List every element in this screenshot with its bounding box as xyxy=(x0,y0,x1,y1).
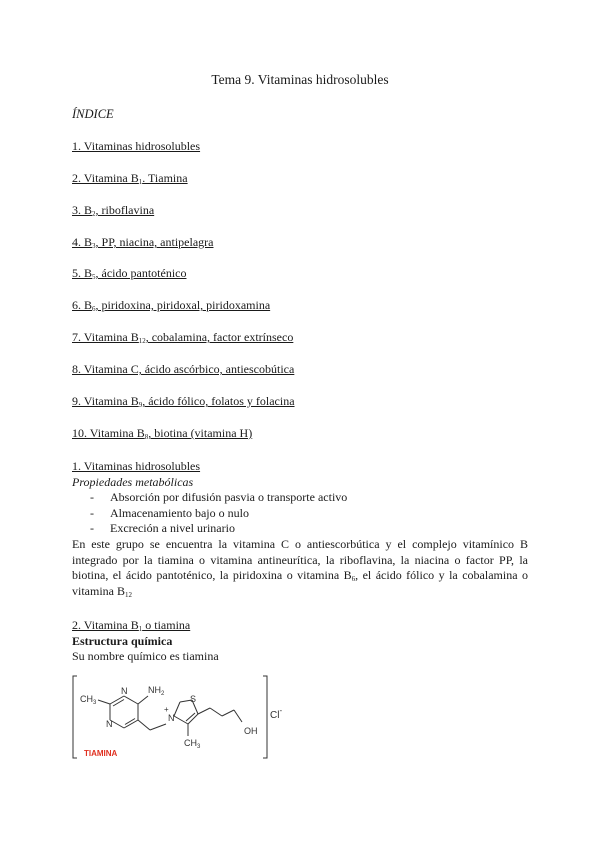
page-title: Tema 9. Vitaminas hidrosolubles xyxy=(211,72,389,87)
toc-item-5[interactable]: 5. $B_5$, ácido pantoténico xyxy=(72,266,187,281)
list-item: - Almacenamiento bajo o nulo xyxy=(72,506,528,522)
ring-nitrogen-bottom: N xyxy=(106,719,113,729)
right-bracket xyxy=(263,676,267,758)
amino-label: $NH_2$ xyxy=(148,685,165,697)
positive-charge: + xyxy=(164,705,169,714)
toc-item-4[interactable]: 4. $B_3$, PP, niacina, antipelagra xyxy=(72,235,214,250)
section1-heading: 1. Vitaminas hidrosolubles xyxy=(72,459,201,473)
toc-item-3[interactable]: 3. $B_2$, riboflavina xyxy=(72,203,155,218)
toc-item-1[interactable]: 1. Vitaminas hidrosolubles xyxy=(72,139,201,153)
list-item: - Absorción por difusión pasvia o transporte activo xyxy=(72,490,528,506)
section2-text: Su nombre químico es tiamina xyxy=(72,649,219,664)
thiazole-ring xyxy=(174,700,242,736)
hydroxyl-label: OH xyxy=(244,726,258,736)
section2-subheading: Estructura química xyxy=(72,633,173,648)
toc-item-10[interactable]: 10. Vitamina $B_8$, biotina (vitamina H) xyxy=(72,426,253,441)
sulfur-label: S xyxy=(190,694,197,704)
left-bracket xyxy=(73,676,77,758)
section2-heading: 2. Vitamina $B_1$ o tiamina xyxy=(72,618,191,633)
structure-caption: TIAMINA xyxy=(84,749,118,758)
methyl-label: $CH_3$ xyxy=(80,694,97,706)
methyl-bottom-label: $CH_3$ xyxy=(184,738,201,750)
chloride-label: Cl- xyxy=(270,706,283,721)
properties-list xyxy=(72,490,528,537)
toc-item-9[interactable]: 9. Vitamina $B_9$, ácido fólico, folatos y folacina xyxy=(72,394,295,409)
thiamine-structure-diagram xyxy=(70,672,300,764)
list-item: - Excreción a nivel urinario xyxy=(72,521,528,537)
index-heading: ÍNDICE xyxy=(72,107,114,121)
toc-item-7[interactable]: 7. Vitamina $B_{12}$, cobalamina, factor extrínseco xyxy=(72,330,294,345)
thiazolium-nitrogen: N xyxy=(168,713,175,723)
toc-item-2[interactable]: 2. Vitamina $B_1$. Tiamina xyxy=(72,171,188,186)
section1-subheading: Propiedades metabólicas xyxy=(72,474,194,489)
section1-paragraph: En este grupo se encuentra la vitamina C o antiescorbútica y el complejo vitamínico B integrado por la tiamina o vitamina antineurítica, la riboflavina, la niacina o factor PP, la biotina, el ácido pantoténico, la piridoxina o vitamina $B_6$, el ácido fólico y la cobalamina o vitamina $B_{12}$ xyxy=(72,536,528,599)
ring-nitrogen-top: N xyxy=(121,686,128,696)
section-tiamina xyxy=(72,618,528,665)
toc-item-6[interactable]: 6. $B_6$, piridoxina, piridoxal, piridoxamina xyxy=(72,298,271,313)
section-vitaminas-hidrosolubles xyxy=(72,459,528,599)
toc-item-8[interactable]: 8. Vitamina C, ácido ascórbico, antiescobútica xyxy=(72,362,295,376)
